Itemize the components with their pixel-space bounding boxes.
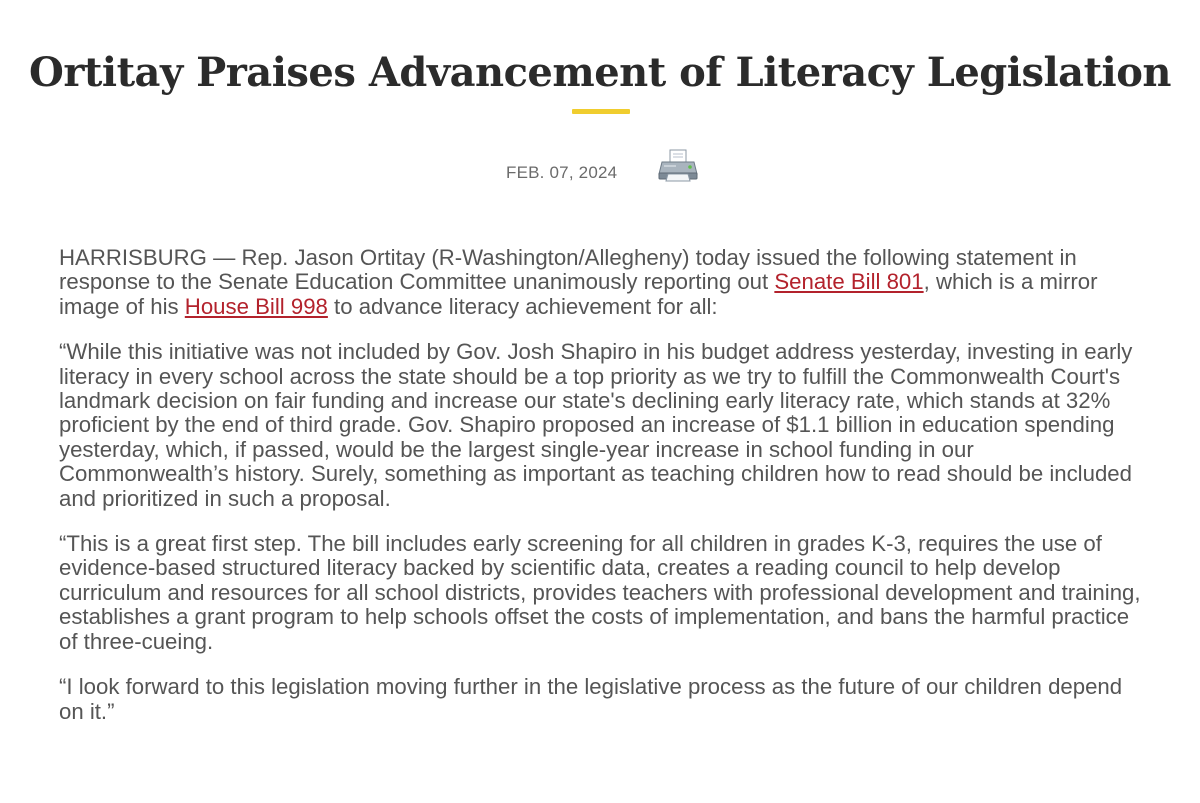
print-button[interactable] (656, 148, 700, 184)
quote-paragraph-3: “I look forward to this legislation moving further in the legislative process as the future of our children depend on it.” (59, 674, 1123, 724)
quote-paragraph-2: “This is a great first step. The bill includes early screening for all children in grades K-3, requires the use of evidence-based structured literacy backed by scientific data, creates a reading council to help develop curriculum and resources for all school districts, provides teachers with professional development and training, establishes a grant program to help schools offset the costs of implementation, and bans the harmful practice of three-cueing. (59, 531, 1141, 654)
intro-text-middle: , which is a mirror image of his (59, 269, 1098, 319)
title-accent-divider (572, 109, 630, 114)
article-body (59, 246, 1149, 745)
page-title: Ortitay Praises Advancement of Literacy Legislation (28, 48, 1172, 96)
publish-date: FEB. 07, 2024 (506, 163, 618, 182)
house-bill-998-link[interactable]: House Bill 998 (184, 293, 328, 319)
intro-text-end: to advance literacy achievement for all: (327, 293, 718, 319)
printer-icon (656, 148, 700, 184)
intro-paragraph (59, 246, 1149, 319)
senate-bill-801-link[interactable]: Senate Bill 801 (774, 269, 924, 295)
intro-text-start: HARRISBURG — Rep. Jason Ortitay (R-Washington/Allegheny) today issued the following statement in response to the Senate Education Committee unanimously reporting out (59, 245, 1077, 295)
article-meta (0, 148, 1200, 188)
quote-paragraph-1: “While this initiative was not included by Gov. Josh Shapiro in his budget address yesterday, investing in early literacy in every school across the state should be a top priority as we try to fulfill the Commonwealth Court's landmark decision on fair funding and increase our state's declining early literacy rate, which stands at 32% proficient by the end of third grade. Gov. Shapiro proposed an increase of $1.1 billion in education spending yesterday, which, if passed, would be the largest single-year increase in school funding in our Commonwealth’s history. Surely, something as important as teaching children how to read should be included and prioritized in such a proposal. (59, 339, 1133, 511)
